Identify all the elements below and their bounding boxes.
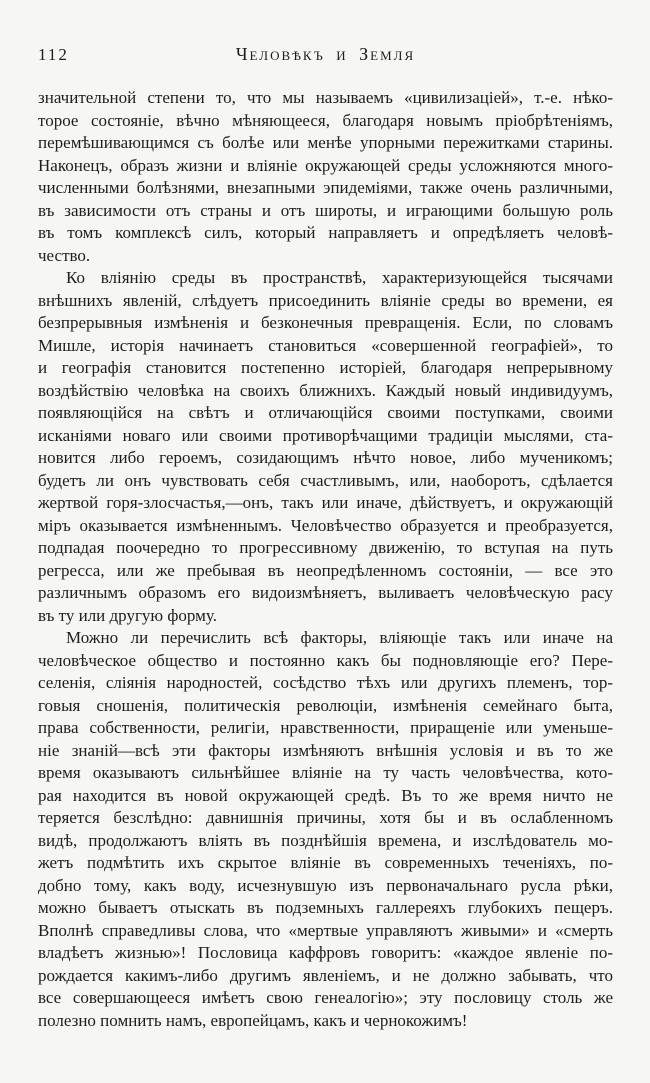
text-line: новится либо героемъ, созидающимъ нѣчто новое, либо мученикомъ; xyxy=(38,448,613,467)
text-line: значительной степени то, что мы называемъ «цивилизаціей», т.-е. нѣко- xyxy=(38,88,613,107)
text-line: будетъ ли онъ чувствовать себя счастливымъ, или, наоборотъ, сдѣлается xyxy=(38,470,613,490)
text-line: Ко вліянію среды въ пространствѣ, характеризующейся тысячами xyxy=(66,268,613,287)
text-line: въ томъ комплексѣ силъ, который направляетъ и опредѣляетъ человѣ- xyxy=(38,223,613,242)
text-line: регресса, или же пребывая въ неопредѣленномъ состояніи, — все это xyxy=(38,560,613,580)
paragraph xyxy=(38,627,613,1032)
page-number: 112 xyxy=(38,45,69,64)
text-line: перемѣшивающимся съ болѣе или менѣе упорными пережитками старины. xyxy=(38,133,613,152)
text-line: исканіями новаго или своими противорѣчащими традиціи мыслями, ста- xyxy=(38,425,613,445)
text-line: права собственности, религіи, нравственности, приращеніе или уменьше- xyxy=(38,718,613,737)
text-line: жертвой горя-злосчастья,—онъ, такъ или иначе, дѣйствуетъ, и окружающій xyxy=(38,493,613,512)
paragraph xyxy=(38,87,613,267)
text-line: время оказываютъ сильнѣйшее вліяніе на ту часть человѣчества, кото- xyxy=(38,763,613,782)
text-line: внѣшнихъ явленій, слѣдуетъ присоединить вліяніе среды во времени, ея xyxy=(38,290,613,310)
text-line: различнымъ образомъ его видоизмѣняетъ, выливаетъ человѣческую расу xyxy=(38,583,613,602)
text-line: жетъ подмѣтить ихъ скрытое вліяніе въ современныхъ теченіяхъ, по- xyxy=(38,853,613,872)
text-line: рождается какимъ-либо другимъ явленіемъ, и не должно забывать, что xyxy=(38,965,613,985)
text-line: міръ оказывается измѣненнымъ. Человѣчество образуется и преобразуется, xyxy=(38,515,613,535)
text-line: численными болѣзнями, внезапными эпидеміями, также очень различными, xyxy=(38,178,613,197)
text-line: говыя сношенія, политическія революціи, измѣненія семейнаго быта, xyxy=(38,695,613,715)
text-line: появляющійся на свѣтъ и отличающійся своими поступками, своими xyxy=(38,403,613,422)
paragraph xyxy=(38,267,613,627)
text-line: можно бываетъ отыскать въ подземныхъ галлереяхъ глубокихъ пещеръ. xyxy=(38,898,613,917)
text-line: полезно помнить намъ, европейцамъ, какъ и чернокожимъ! xyxy=(38,1010,468,1030)
text-line: видѣ, продолжаютъ вліять въ позднѣйшія времена, и изслѣдователь мо- xyxy=(38,830,613,850)
running-title: Человѣкъ и Земля xyxy=(235,44,416,64)
text-line: Можно ли перечислить всѣ факторы, вліяющіе такъ или иначе на xyxy=(66,628,613,647)
text-line: все совершающееся имѣетъ свою генеалогію»; эту пословицу столь же xyxy=(38,988,613,1007)
text-line: и географія становится постепенно исторіей, благодаря непрерывному xyxy=(38,358,613,377)
text-line: въ ту или другую форму. xyxy=(38,605,217,625)
text-line: въ зависимости отъ страны и отъ широты, и играющими большую роль xyxy=(38,200,613,220)
text-line: Вполнѣ справедливы слова, что «мертвые управляютъ живыми» и «смерть xyxy=(38,920,613,940)
text-line: владѣетъ жизнью»! Пословица каффровъ говоритъ: «каждое явленіе по- xyxy=(38,943,613,962)
text-line: Мишле, исторія начинаетъ становиться «совершенной географіей», то xyxy=(38,335,613,355)
text-line: подпадая поочередно то прогрессивному движенію, то вступая на путь xyxy=(38,538,613,557)
text-line: рая находится въ новой окружающей средѣ. Въ то же время ничто не xyxy=(38,785,613,805)
text-line: воздѣйствію человѣка на своихъ ближнихъ. Каждый новый индивидуумъ, xyxy=(38,380,613,400)
page-header xyxy=(38,44,613,66)
text-line: человѣческое общество и постоянно какъ бы подновляющіе его? Пере- xyxy=(38,650,613,670)
text-line: чество. xyxy=(38,245,91,265)
text-line: безпрерывныя измѣненія и безконечныя превращенія. Если, по словамъ xyxy=(38,313,613,332)
text-line: селенія, сліянія народностей, сосѣдство тѣхъ или другихъ племенъ, тор- xyxy=(38,673,613,692)
text-block xyxy=(38,87,613,1032)
text-line: торое состояніе, вѣчно мѣняющееся, благодаря новымъ пріобрѣтеніямъ, xyxy=(38,110,613,130)
text-line: теряется безслѣдно: давнишнія причины, хотя бы и въ ослабленномъ xyxy=(38,808,613,827)
text-line: Наконецъ, образъ жизни и вліяніе окружающей среды усложняются много- xyxy=(38,155,613,175)
text-line: добно тому, какъ воду, исчезнувшую изъ первоначальнаго русла рѣки, xyxy=(38,875,613,895)
text-line: ніе знаній—всѣ эти факторы измѣняютъ внѣшнія условія и въ то же xyxy=(38,740,613,760)
